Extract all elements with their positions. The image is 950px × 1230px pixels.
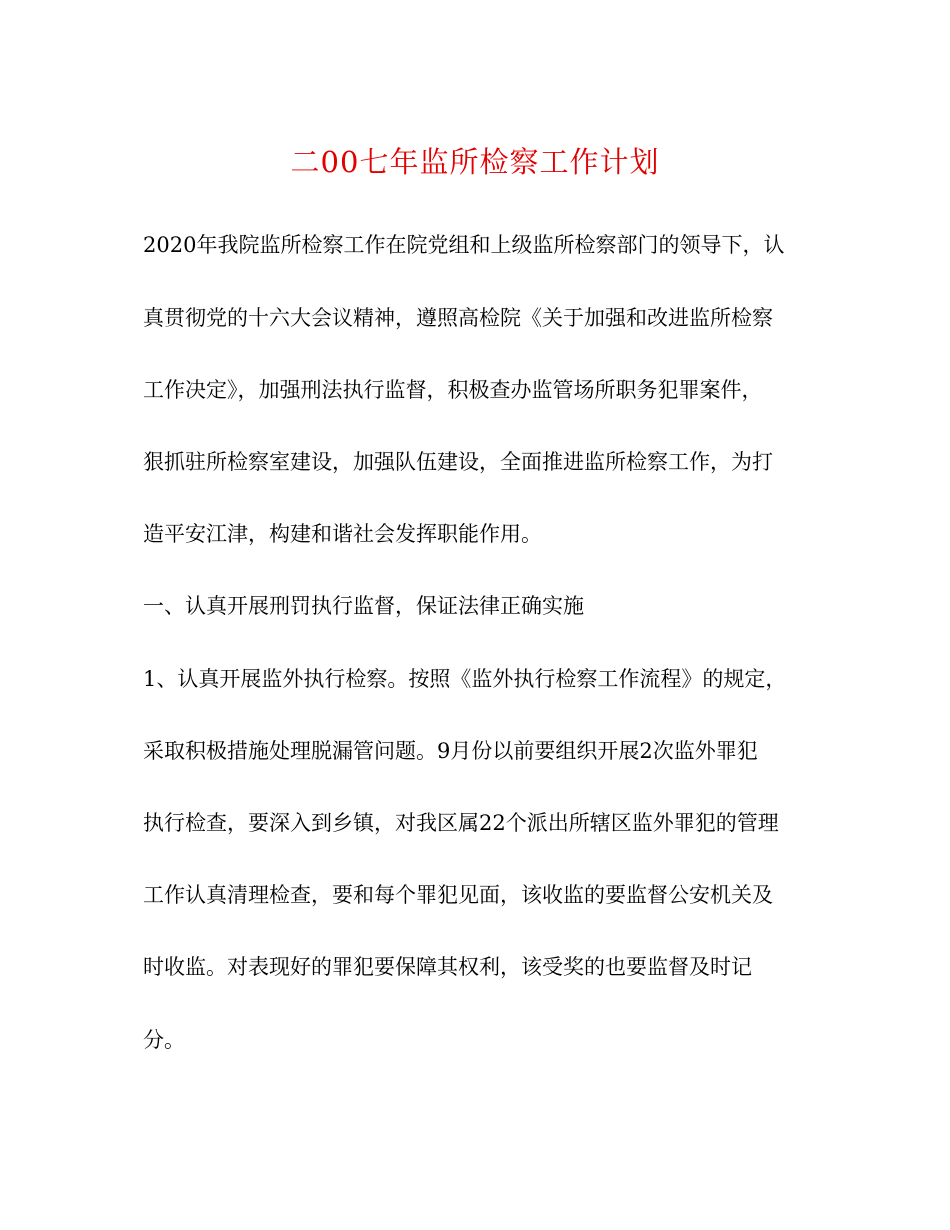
paragraph-line: 时收监。对表现好的罪犯要保障其权利，该受奖的也要监督及时记 xyxy=(143,955,752,979)
paragraph-line: 狠抓驻所检察室建设，加强队伍建设，全面推进监所检察工作，为打 xyxy=(143,450,773,474)
paragraph-line: 工作决定》，加强刑法执行监督，积极查办监管场所职务犯罪案件， xyxy=(143,378,763,402)
paragraph-line: 造平安江津，构建和谐社会发挥职能作用。 xyxy=(143,522,542,546)
document-title: 二00七年监所检察工作计划 xyxy=(290,145,660,179)
paragraph-line: 执行检查，要深入到乡镇，对我区属22个派出所辖区监外罪犯的管理 xyxy=(143,811,779,835)
paragraph-line: 工作认真清理检查，要和每个罪犯见面，该收监的要监督公安机关及 xyxy=(143,883,773,907)
section-heading: 一、认真开展刑罚执行监督，保证法律正确实施 xyxy=(143,594,584,618)
paragraph-line: 采取积极措施处理脱漏管问题。9月份以前要组织开展2次监外罪犯 xyxy=(143,739,758,763)
paragraph-line: 1、认真开展监外执行检察。按照《监外执行检察工作流程》的规定， xyxy=(143,667,787,691)
paragraph-line: 真贯彻党的十六大会议精神，遵照高检院《关于加强和改进监所检察 xyxy=(143,306,773,330)
paragraph-line: 分。 xyxy=(143,1028,185,1052)
paragraph-line: 2020年我院监所检察工作在院党组和上级监所检察部门的领导下，认 xyxy=(143,233,785,257)
